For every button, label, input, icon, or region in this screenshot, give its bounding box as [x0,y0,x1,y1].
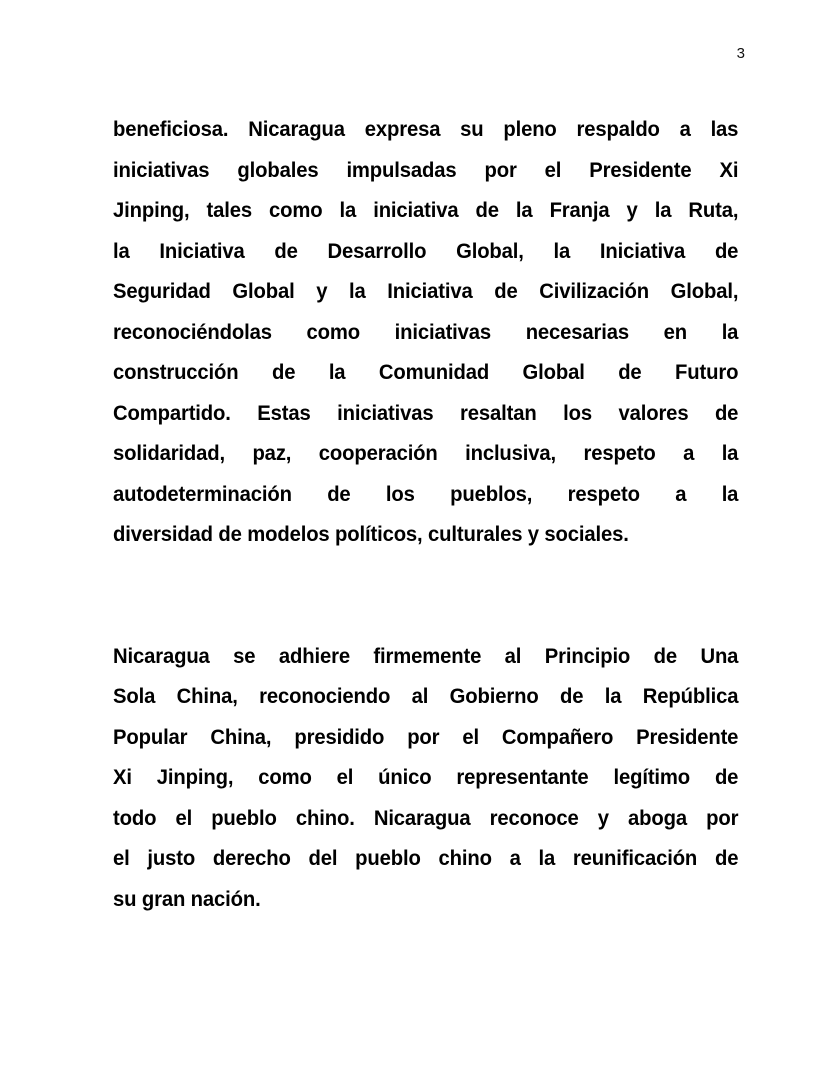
text-line: Sola China, reconociendo al Gobierno de la República [113,685,739,708]
text-line: reconociéndolas como iniciativas necesarias en la [113,320,739,344]
text-line: Nicaragua se adhiere firmemente al Principio de Una [113,644,739,668]
page-number: 3 [736,45,745,62]
text-line: Xi Jinping, como el único representante legítimo de [113,766,739,789]
text-line: beneficiosa. Nicaragua expresa su pleno respaldo a las [113,118,739,141]
text-line: solidaridad, paz, cooperación inclusiva, respeto a la [113,442,739,465]
text-line: su gran nación. [113,887,261,911]
text-line: autodeterminación de los pueblos, respeto a la [113,482,739,506]
text-line: todo el pueblo chino. Nicaragua reconoce y aboga por [113,806,739,830]
text-line: el justo derecho del pueblo chino a la reunificación de [113,847,739,870]
paragraph-1 [113,110,738,596]
text-line: la Iniciativa de Desarrollo Global, la Iniciativa de [113,239,739,263]
text-line: Seguridad Global y la Iniciativa de Civilización Global, [113,280,739,303]
paragraph-2 [113,637,738,961]
text-line: Popular China, presidido por el Compañero Presidente [113,725,739,749]
document-body [113,110,739,961]
text-line: iniciativas globales impulsadas por el Presidente Xi [113,158,739,182]
text-line: Jinping, tales como la iniciativa de la Franja y la Ruta, [113,199,739,222]
text-line: diversidad de modelos políticos, culturales y sociales. [113,523,629,546]
text-line: construcción de la Comunidad Global de Futuro [113,361,739,384]
text-line: Compartido. Estas iniciativas resaltan los valores de [113,401,739,425]
